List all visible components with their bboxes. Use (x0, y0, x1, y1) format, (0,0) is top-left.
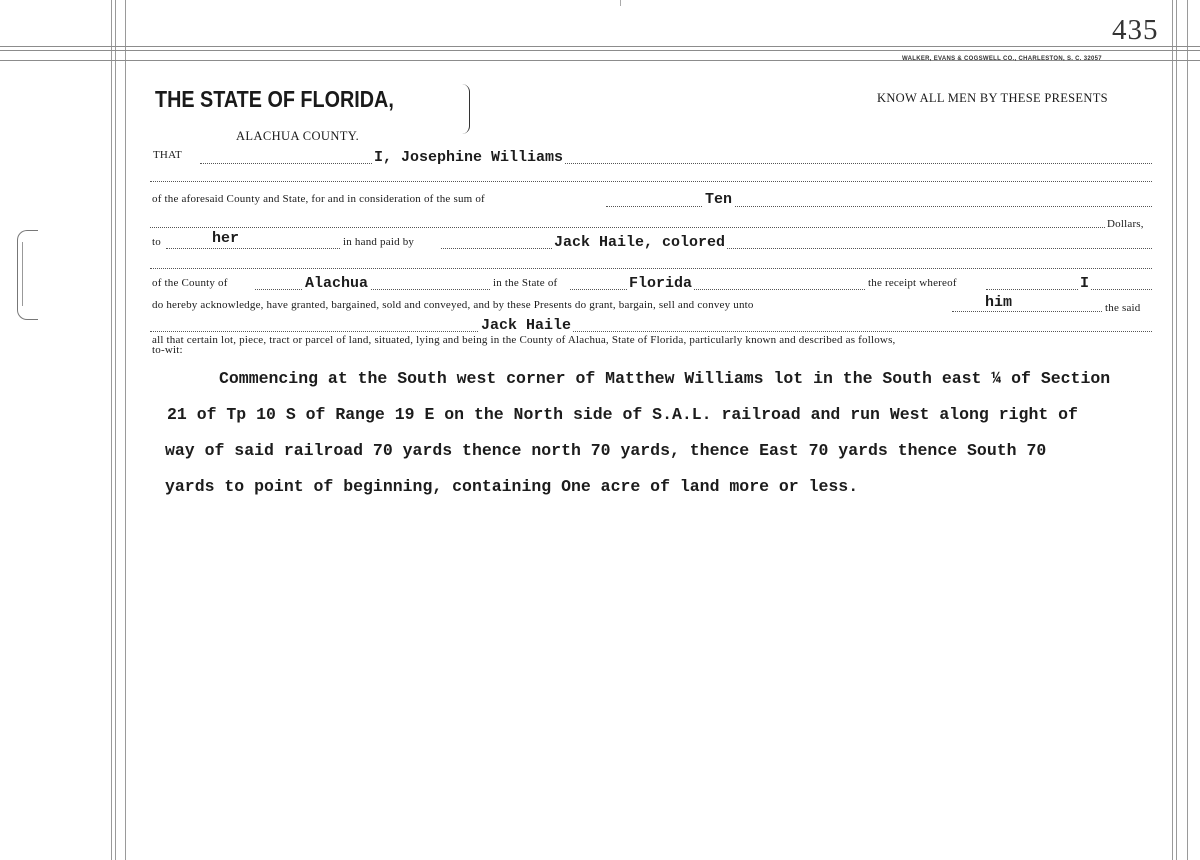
that-label: THAT (153, 149, 182, 161)
state-dotted-line (570, 289, 865, 290)
to-wit-label: to-wit: (152, 344, 183, 356)
to-dotted-line (166, 248, 340, 249)
state-label: in the State of (493, 277, 558, 289)
ledger-rule-right-1 (1172, 0, 1173, 860)
acknowledge-text: do hereby acknowledge, have granted, bargained, sold and conveyed, and by these Presents do grant, bargain, sell and convey unto (152, 299, 754, 311)
in-hand-label: in hand paid by (343, 236, 415, 248)
grantee-dotted-line (150, 331, 1152, 332)
description-line-3: way of said railroad 70 yards thence north 70 yards, thence East 70 yards thence South 70 (165, 441, 1047, 460)
ledger-rule-top-2 (0, 50, 1200, 51)
ledger-rule-right-3 (1187, 0, 1188, 860)
aforesaid-text: of the aforesaid County and State, for and in consideration of the sum of (152, 193, 485, 205)
county-dotted-line (255, 289, 490, 290)
description-line-4: yards to point of beginning, containing One acre of land more or less. (165, 477, 859, 496)
all-that-text: all that certain lot, piece, tract or parcel of land, situated, lying and being in the County of Alachua, State of Florida, particularly known and described as follows, (152, 334, 896, 346)
page-number: 435 (1112, 14, 1159, 46)
receipt-label: the receipt whereof (868, 277, 957, 289)
ledger-rule-top-1 (0, 46, 1200, 47)
blank-line-1 (150, 181, 1152, 182)
ledger-rule-left-2 (115, 0, 116, 860)
ledger-rule-short (620, 0, 621, 6)
county-label: of the County of (152, 277, 228, 289)
paid-by-dotted-line (441, 248, 1152, 249)
brace-graphic (462, 84, 470, 134)
convey-to-value: him (985, 294, 1013, 311)
description-line-2: 21 of Tp 10 S of Range 19 E on the North side of S.A.L. railroad and run West along right of (167, 405, 1078, 424)
blank-line-2 (150, 268, 1152, 269)
county-heading: ALACHUA COUNTY. (236, 129, 360, 143)
binder-clip-inner (22, 242, 37, 306)
printer-imprint: WALKER, EVANS & COGSWELL CO., CHARLESTON, S. C. 32057 (902, 56, 1102, 62)
state-title: THE STATE OF FLORIDA, (155, 86, 394, 112)
the-said-label: the said (1105, 302, 1141, 314)
to-value: her (212, 230, 240, 247)
receipt-value: I (1080, 275, 1090, 292)
dollars-dotted-line (150, 227, 1105, 228)
county-value: Alachua (305, 275, 369, 292)
grantee-value: Jack Haile (481, 317, 572, 334)
grantor-value: I, Josephine Williams (374, 149, 564, 166)
to-label: to (152, 236, 161, 248)
ledger-rule-left-1 (111, 0, 112, 860)
dollars-label: Dollars, (1107, 218, 1144, 230)
state-value: Florida (629, 275, 693, 292)
sum-dotted-line (606, 206, 1152, 207)
receipt-dotted-line (986, 289, 1152, 290)
ledger-rule-left-3 (125, 0, 126, 860)
ledger-rule-right-2 (1176, 0, 1177, 860)
convey-dotted-line (952, 311, 1102, 312)
that-dotted-line (200, 163, 1152, 164)
know-all-heading: KNOW ALL MEN BY THESE PRESENTS (877, 91, 1108, 105)
paid-by-value: Jack Haile, colored (554, 234, 726, 251)
sum-value: Ten (705, 191, 733, 208)
description-line-1: Commencing at the South west corner of Matthew Williams lot in the South east ¼ of Section (219, 369, 1111, 388)
